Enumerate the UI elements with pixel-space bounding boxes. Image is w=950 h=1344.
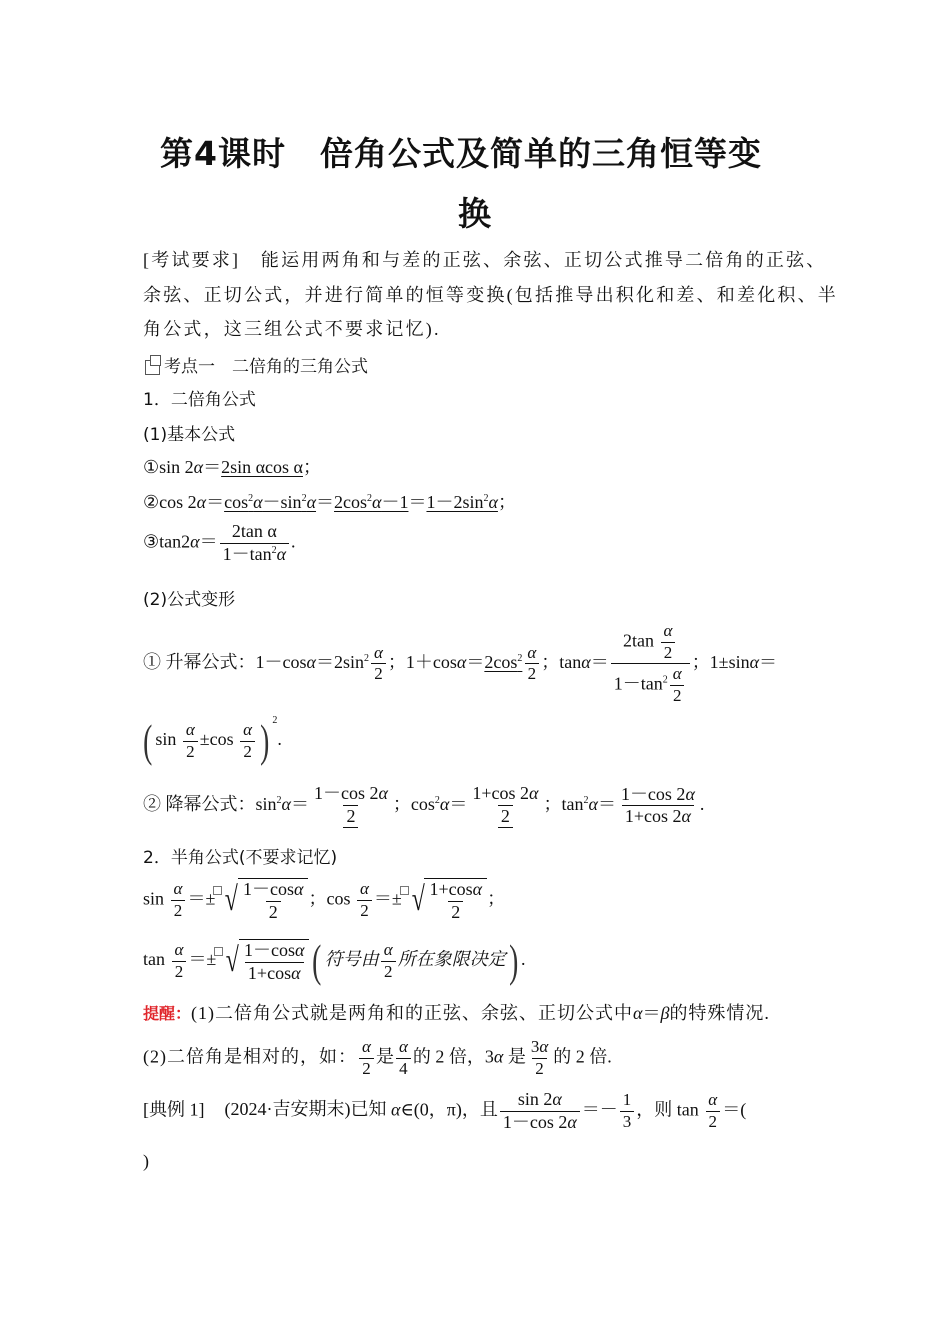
formula-raise-power-cont: ( sin $\frac{\alpha}{2}$ ±cos $\frac{\alpha}{2}$ ) $^2$. — [143, 715, 282, 766]
reminder-text2d: 是 — [507, 1046, 526, 1067]
example-close-paren: ) — [143, 1151, 149, 1171]
requirement-line3: 角公式，这三组公式不要求记忆). — [143, 319, 441, 339]
formula-cos2a: ②cos $2\alpha=\cos^2\alpha-\sin^2\alpha=2\cos^2\alpha-1=1-2\sin^2\alpha$； — [143, 492, 516, 512]
reminder-text2a: (2)二倍角是相对的，如： — [143, 1046, 357, 1067]
formula-tan2a: ③tan2α＝ $\frac{\text{2tan α}}{1-\tan^2\alpha}$ . — [143, 521, 296, 564]
formula-cos2a-prefix: ②cos 2 — [143, 492, 197, 512]
tan2a-numerator: 2tan α — [231, 521, 277, 541]
lower-power-label: ② 降幂公式： — [143, 793, 256, 814]
reminder-text1b: 的特殊情况. — [669, 1003, 770, 1023]
section-heading — [145, 352, 368, 377]
reminder-line1: 提醒：(1)二倍角公式就是两角和的正弦、余弦、正切公式中α＝β的特殊情况. — [143, 1003, 770, 1023]
subheading-basic: (1)基本公式 — [143, 425, 236, 445]
sign-note-part1: 符号由 — [324, 949, 379, 970]
example-condition: ∈(0，π)，且 — [400, 1099, 498, 1120]
example-label: [典例 1] — [143, 1099, 205, 1120]
reminder-text2e: 的 2 倍. — [553, 1046, 612, 1067]
formula-sin2a-answer: 2sin αcos α — [221, 457, 303, 477]
example-line: [典例 1] (2024·吉安期末)已知 α∈(0，π)，且 $\frac{\sin 2\alpha}{1-\cos 2\alpha}$ ＝－ $\frac{1}{3}$ ，则 tan $\frac{\alpha}{2}$ ＝( — [143, 1089, 747, 1132]
formula-tan2a-fraction: $\frac{\text{2tan α}}{1-\tan^2\alpha}$ — [220, 522, 289, 565]
requirement-line2: 余弦、正切公式，并进行简单的恒等变换(包括推导出积化和差、和差化积、半 — [143, 285, 838, 305]
reminder-text2b: 是 — [375, 1046, 394, 1067]
requirement-label: [考试要求] — [143, 250, 241, 270]
formula-sin2a: ①sin 2α＝2sin αcos α； — [143, 457, 321, 477]
formula-raise-power: ① 升幂公式：$1-\cos\alpha=2\sin^2$ $\frac{\alpha}{2}$ ；$1+\cos\alpha=2\cos^2$ $\frac{\alpha}{2}$ ；tanα＝ 2tan $\frac{\alpha}{2}$ $1-\tan^2$ $\frac{\alpha}{2}$ ；1±sinα＝ — [143, 621, 778, 706]
reminder-text1: (1)二倍角公式就是两角和的正弦、余弦、正切公式中 — [191, 1003, 634, 1023]
page-title-line2: 换 — [458, 194, 492, 233]
tan2a-denominator: 1－tan — [222, 543, 272, 564]
subheading-half-angle: 2．半角公式(不要求记忆) — [143, 848, 338, 868]
section-title: 考点一 二倍角的三角公式 — [164, 357, 368, 377]
formula-lower-power: ② 降幂公式：$\sin^2\alpha=$ $\frac{1-\cos 2\alpha}{2}$ ；$\cos^2\alpha=$ $\frac{1+\cos 2\alpha}{2}$ ；$\tan^2\alpha=$ $\frac{1-\cos 2\alpha}{1+\cos 2\alpha}$ . — [143, 783, 705, 827]
formula-sin2a-prefix: ①sin 2 — [143, 457, 194, 477]
section-icon — [145, 360, 160, 375]
example-rhs: ，则 tan — [636, 1099, 699, 1120]
requirement-text1: 能运用两角和与差的正弦、余弦、正切公式推导二倍角的正弦、 — [260, 250, 827, 270]
formula-half-tan: tan $\frac{\alpha}{2}$ ＝± √ $\frac{1-\cos\alpha}{1+\cos\alpha}$ ( 符号由 $\frac{\alpha}{2}$ 所在象限决定) . — [143, 935, 526, 986]
requirement-line1 — [143, 248, 827, 272]
reminder-line2: (2)二倍角是相对的，如： $\frac{\alpha}{2}$ 是 $\frac{\alpha}{4}$ 的 2 倍，3α 是 $\frac{3\alpha}{2}$ 的 2 倍. — [143, 1037, 612, 1078]
page-title-line1: 第4课时 倍角公式及简单的三角恒等变 — [160, 134, 762, 173]
reminder-text2c: 的 2 倍，3 — [412, 1046, 494, 1067]
example-source: (2024·吉安期末)已知 — [224, 1099, 387, 1120]
formula-half-sin-cos: sin $\frac{\alpha}{2}$ ＝± √ $\frac{1-\cos\alpha}{2}$ ；cos $\frac{\alpha}{2}$ ＝± √ $\frac{1+\cos\alpha}{2}$ ； — [143, 879, 506, 922]
subheading-double-angle: 1．二倍角公式 — [143, 390, 256, 410]
reminder-label: 提醒： — [143, 1004, 192, 1023]
subheading-variant: (2)公式变形 — [143, 590, 236, 610]
example-tail: ＝( — [722, 1099, 747, 1120]
sign-note-part2: 所在象限决定 — [397, 949, 506, 970]
formula-tan2a-prefix: ③tan2 — [143, 531, 191, 552]
raise-power-label: ① 升幂公式： — [143, 652, 256, 672]
